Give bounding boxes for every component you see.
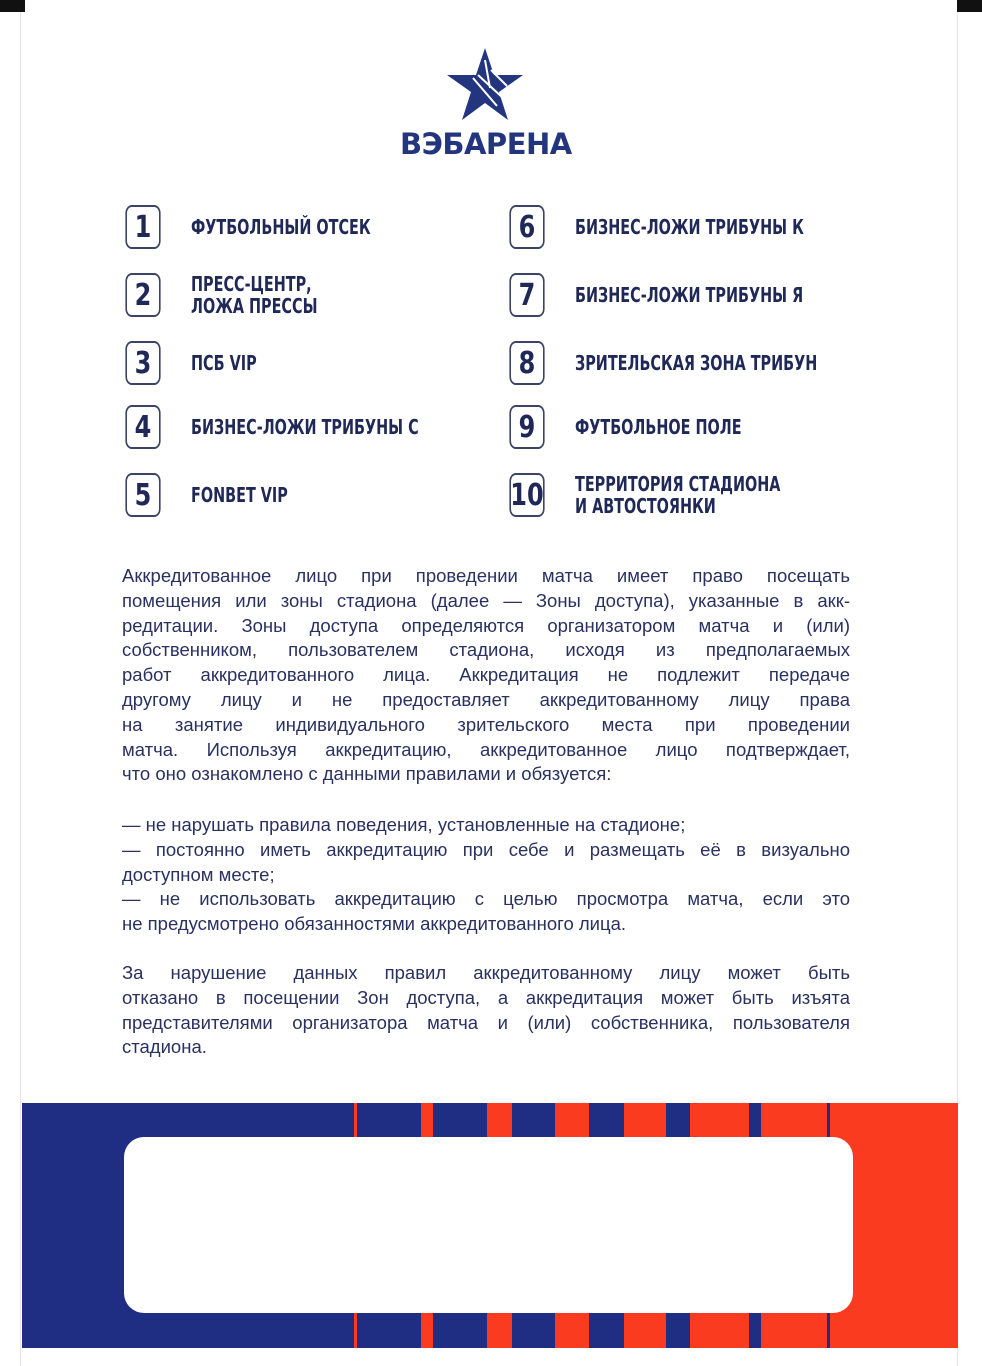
zone-item bbox=[121, 205, 441, 249]
brand-logo bbox=[400, 48, 570, 161]
zone-item bbox=[505, 273, 892, 317]
scan-corner bbox=[0, 0, 25, 12]
text-line: — не нарушать правила поведения, установленные на стадионе; bbox=[122, 814, 686, 835]
rules-intro bbox=[122, 564, 850, 787]
text-line: собственником, пользователем стадиона, исходя из предполагаемых bbox=[122, 639, 850, 661]
text-line: на занятие индивидуального зрительского места при проведении bbox=[122, 713, 850, 735]
text-line: стадиона. bbox=[122, 1036, 207, 1058]
zone-item bbox=[505, 405, 806, 449]
zone-label-line: ПСБ VIP bbox=[191, 351, 257, 375]
zone-label bbox=[575, 284, 803, 306]
zone-label-line: БИЗНЕС-ЛОЖИ ТРИБУНЫ Я bbox=[575, 283, 804, 307]
zone-label-line: И АВТОСТОЯНКИ bbox=[575, 494, 716, 518]
zone-label bbox=[575, 216, 804, 238]
text-line: что оно ознакомлено с данными правилами и обязуется: bbox=[122, 763, 612, 785]
zone-item bbox=[505, 205, 893, 249]
rules-obligations bbox=[122, 813, 850, 937]
star-icon bbox=[445, 48, 525, 123]
zone-number: 9 bbox=[509, 405, 544, 449]
name-window bbox=[124, 1137, 853, 1313]
zone-number: 1 bbox=[125, 205, 160, 249]
zone-number: 8 bbox=[509, 341, 544, 385]
zone-label-line: БИЗНЕС-ЛОЖИ ТРИБУНЫ С bbox=[191, 415, 419, 439]
zone-item bbox=[505, 473, 860, 517]
zone-label-line: БИЗНЕС-ЛОЖИ ТРИБУНЫ К bbox=[575, 215, 804, 239]
text-line: работ аккредитованного лица. Аккредитация не подлежит передаче bbox=[122, 664, 850, 686]
zone-label bbox=[191, 484, 288, 506]
zone-label bbox=[191, 352, 257, 374]
text-line: другому лицу и не предоставляет аккредитованному лицу права bbox=[122, 688, 850, 710]
scan-corner bbox=[957, 0, 982, 12]
zone-label-line: ФУТБОЛЬНОЕ ПОЛЕ bbox=[575, 415, 742, 439]
rules-penalty bbox=[122, 961, 850, 1060]
zone-number: 7 bbox=[509, 273, 544, 317]
text-line: — постоянно иметь аккредитацию при себе и размещать её в визуально bbox=[122, 838, 850, 860]
text-line: не предусмотрено обязанностями аккредитованного лица. bbox=[122, 913, 627, 935]
text-line: — не использовать аккредитацию с целью просмотра матча, если это bbox=[122, 888, 850, 910]
zone-item bbox=[121, 341, 282, 385]
zone-number: 5 bbox=[125, 473, 160, 517]
text-line: доступном месте; bbox=[122, 863, 275, 885]
zone-label bbox=[191, 216, 371, 238]
zone-number: 4 bbox=[125, 405, 160, 449]
text-line: За нарушение данных правил аккредитованному лицу может быть bbox=[122, 962, 850, 983]
zone-label-line: ТЕРРИТОРИЯ СТАДИОНА bbox=[575, 472, 781, 496]
page-edge-left bbox=[20, 0, 21, 1366]
brand-name: ВЭБАРЕНА bbox=[400, 127, 572, 161]
zone-item bbox=[505, 341, 911, 385]
zone-label-line: ЗРИТЕЛЬСКАЯ ЗОНА ТРИБУН bbox=[575, 351, 818, 375]
zone-label bbox=[575, 473, 780, 517]
text-line: отказано в посещении Зон доступа, а аккредитация может быть изъята bbox=[122, 986, 850, 1008]
zone-number: 10 bbox=[509, 473, 544, 517]
zone-label bbox=[575, 416, 742, 438]
zone-label-line: ЛОЖА ПРЕССЫ bbox=[191, 294, 318, 318]
zone-label bbox=[191, 416, 419, 438]
zone-label bbox=[191, 273, 317, 317]
text-line: редитации. Зоны доступа определяются организатором матча и (или) bbox=[122, 614, 850, 636]
zone-number: 2 bbox=[125, 273, 160, 317]
zone-label-line: ПРЕСС-ЦЕНТР, bbox=[191, 272, 312, 296]
zone-number: 3 bbox=[125, 341, 160, 385]
zone-item bbox=[121, 473, 326, 517]
text-line: Аккредитованное лицо при проведении матча имеет право посещать bbox=[122, 565, 850, 586]
text-line: помещения или зоны стадиона (далее — Зоны доступа), указанные в акк- bbox=[122, 589, 850, 611]
text-line: матча. Используя аккредитацию, аккредитованное лицо подтверждает, bbox=[122, 738, 850, 760]
zone-item bbox=[121, 405, 507, 449]
accreditation-band bbox=[22, 1103, 958, 1348]
text-line: представителями организатора матча и (или) собственника, пользователя bbox=[122, 1011, 850, 1033]
zone-label bbox=[575, 352, 817, 374]
zone-number: 6 bbox=[509, 205, 544, 249]
zone-label-line: FONBET VIP bbox=[191, 483, 288, 507]
zone-item bbox=[121, 273, 367, 317]
zone-label-line: ФУТБОЛЬНЫЙ ОТСЕК bbox=[191, 215, 371, 239]
